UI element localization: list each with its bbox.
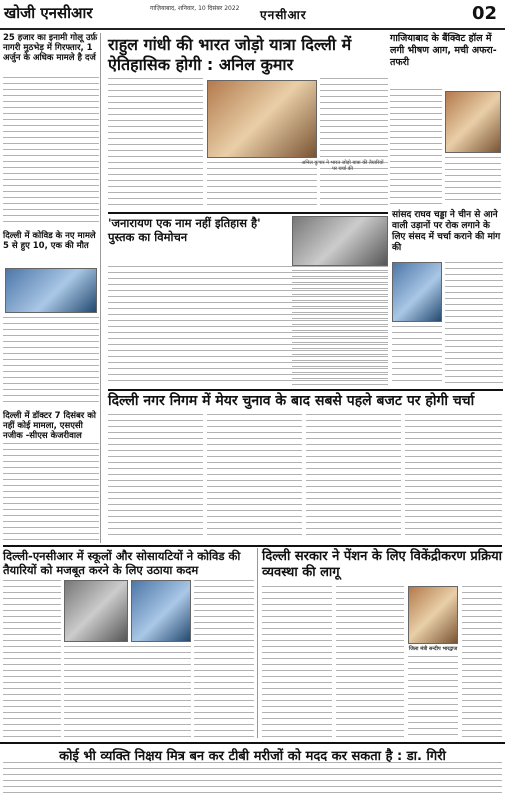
covid-photo-2 <box>131 580 191 642</box>
pension-body-col1 <box>262 586 332 738</box>
covid-body-col3 <box>194 580 254 738</box>
chadha-story-body-col2 <box>445 262 503 385</box>
right-story1-headline: गाजियाबाद के बैंक्विट हॉल में लगी भीषण आग, मची अफरा-तफरी <box>390 33 497 68</box>
section-name: एनसीआर <box>260 8 307 22</box>
chadha-story-body-col3 <box>392 326 442 385</box>
covid-headline: दिल्ली-एनसीआर में स्कूलों और सोसायटियों ने कोविड की तैयारियों को मजबूत करने के लिए उठाया कदम <box>3 549 241 577</box>
covid-photo-1 <box>64 580 128 642</box>
right-story2-headline: सांसद राघव चड्डा ने चीन से आने वाली उड़ानों पर रोक लगाने के लिए संसद में चर्चा कराने की मांग की <box>392 210 501 253</box>
column-divider <box>257 548 258 738</box>
left-story3-body <box>3 443 99 543</box>
newspaper-logo: खोजी एनसीआर <box>4 4 93 22</box>
masthead <box>0 0 505 30</box>
right-story1-body2 <box>445 157 501 204</box>
covid-body-col2 <box>64 646 191 738</box>
left-story2-body <box>3 317 99 407</box>
minister-photo <box>408 586 458 644</box>
pension-body-col4 <box>408 656 458 738</box>
main-story-photo <box>207 80 317 158</box>
mcd-body-col1 <box>108 414 203 539</box>
book-headline: 'जनारायण एक नाम नहीं इतिहास है' पुस्तक का विमोचन <box>108 216 261 244</box>
right-story1-body <box>390 89 442 204</box>
left-story1-body <box>3 77 99 227</box>
fire-photo <box>445 91 501 153</box>
page-number: 02 <box>471 3 497 24</box>
left-story2-photo <box>5 268 97 313</box>
mcd-body-col4 <box>405 414 502 539</box>
left-story1-headline: 25 हजार का इनामी गोलू उर्फ़ नागरी मुठभेड़ में गिरफ्तार, 1 अर्जुन के अधिक मामले है दर्ज <box>3 33 98 63</box>
left-story2-headline: दिल्ली में कोविड के नए मामले 5 से हुए 10, एक की मौत <box>3 231 96 251</box>
pension-headline: दिल्ली सरकार ने पेंशन के लिए विकेंद्रीकरण प्रक्रिया व्यवस्था की लागू <box>262 549 502 580</box>
left-column <box>3 33 101 543</box>
chadha-story-body-col1 <box>292 270 388 385</box>
bottom-story-body <box>3 762 502 798</box>
main-photo-caption: अनिल कुमार ने भारत जोड़ो यात्रा की तैयारियों पर चर्चा की <box>301 160 384 172</box>
main-story-body-col2 <box>320 78 388 208</box>
covid-body-col1 <box>3 580 61 738</box>
bottom-headline: कोई भी व्यक्ति निक्षय मित्र बन कर टीबी मरीजों को मदद कर सकता है : डा. गिरी <box>0 742 505 764</box>
pension-body-col3 <box>462 586 502 738</box>
chadha-photo <box>392 262 442 322</box>
main-story-body-col1 <box>108 78 203 208</box>
pension-body-col2 <box>336 586 404 738</box>
mcd-body-col2 <box>207 414 302 539</box>
mcd-body-col3 <box>306 414 401 539</box>
divider <box>3 545 502 547</box>
main-headline: राहुल गांधी की भारत जोड़ो यात्रा दिल्ली में ऐतिहासिक होगी : अनिल कुमार <box>108 35 352 74</box>
divider <box>108 389 503 391</box>
divider <box>108 212 388 214</box>
dateline: गाज़ियाबाद, शनिवार, 10 दिसंबर 2022 <box>150 5 240 12</box>
mcd-headline: दिल्ली नगर निगम में मेयर चुनाव के बाद सबसे पहले बजट पर होगी चर्चा <box>108 393 475 409</box>
minister-photo-caption: जिला मंत्री सन्दीप भारद्वाज <box>408 646 458 652</box>
left-story3-headline: दिल्ली में डॉक्टर 7 दिसंबर को नहीं कोई मामला, एसएसी नजीक -सीएस केजरीवाल <box>3 411 96 441</box>
book-launch-photo <box>292 216 388 266</box>
